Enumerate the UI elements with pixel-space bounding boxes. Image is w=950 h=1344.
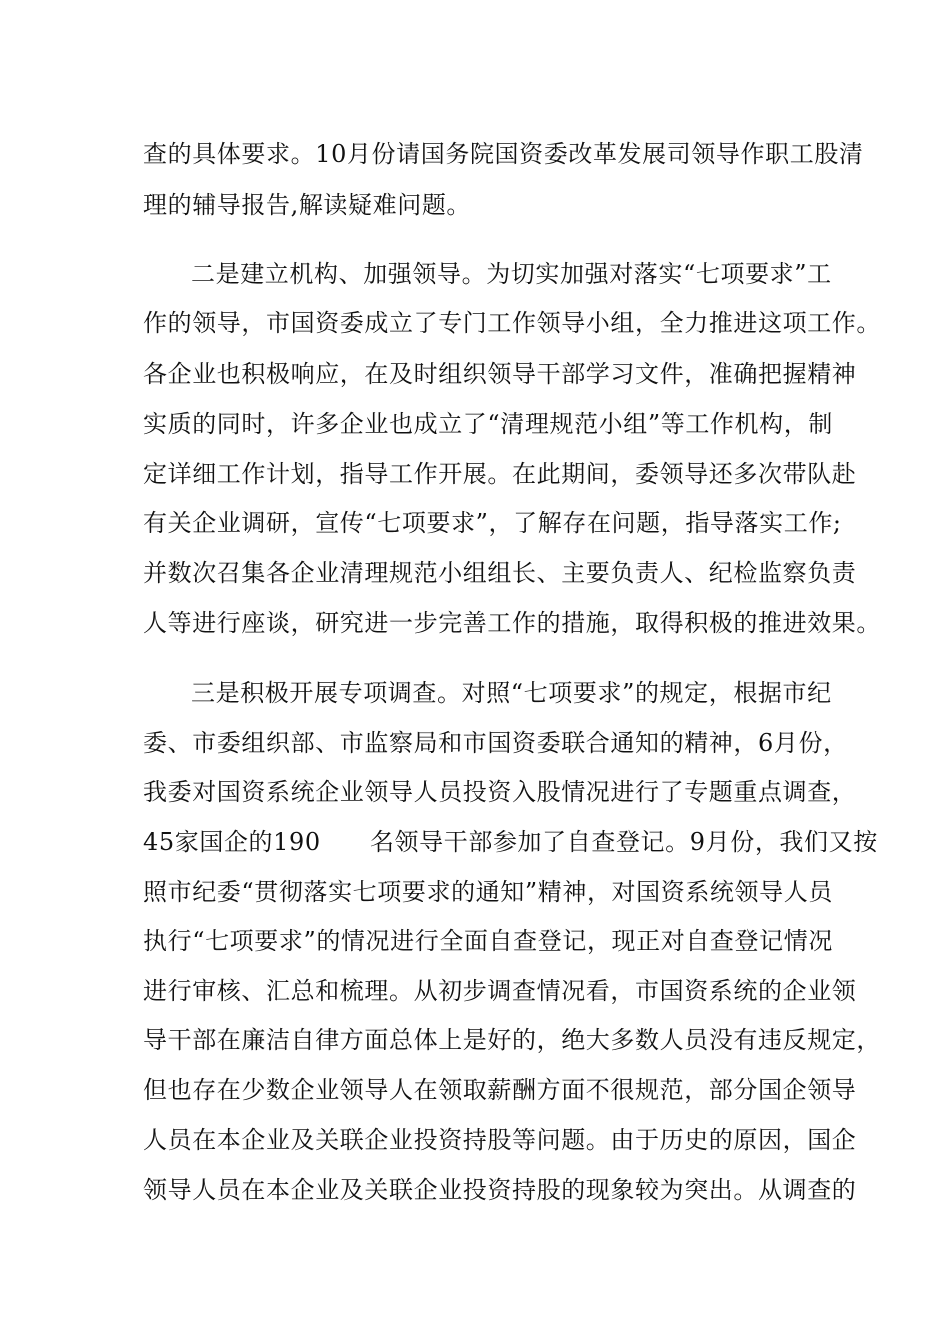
text-line: 45家国企的190 名领导干部参加了自查登记。9月份，我们又按	[143, 828, 878, 856]
paragraph-start-line: 三是积极开展专项调查。对照“七项要求”的规定，根据市纪	[191, 679, 832, 707]
text-line: 导干部在廉洁自律方面总体上是好的，绝大多数人员没有违反规定，	[143, 1026, 881, 1054]
text-line: 查的具体要求。10月份请国务院国资委改革发展司领导作职工股清	[143, 140, 864, 168]
text-line: 人员在本企业及关联企业投资持股等问题。由于历史的原因，国企	[143, 1126, 857, 1154]
text-line: 领导人员在本企业及关联企业投资持股的现象较为突出。从调查的	[143, 1176, 857, 1204]
text-line: 但也存在少数企业领导人在领取薪酬方面不很规范，部分国企领导	[143, 1076, 857, 1104]
text-line: 并数次召集各企业清理规范小组组长、主要负责人、纪检监察负责	[143, 559, 857, 587]
text-line: 作的领导，市国资委成立了专门工作领导小组，全力推进这项工作。	[143, 309, 881, 337]
text-line: 执行“七项要求”的情况进行全面自查登记，现正对自查登记情况	[143, 927, 833, 955]
text-line: 进行审核、汇总和梳理。从初步调查情况看，市国资系统的企业领	[143, 977, 857, 1005]
text-line: 人等进行座谈，研究进一步完善工作的措施，取得积极的推进效果。	[143, 609, 881, 637]
text-line: 我委对国资系统企业领导人员投资入股情况进行了专题重点调查，	[143, 778, 857, 806]
text-line: 实质的同时，许多企业也成立了“清理规范小组”等工作机构，制	[143, 410, 833, 438]
text-line: 照市纪委“贯彻落实七项要求的通知”精神，对国资系统领导人员	[143, 878, 833, 906]
text-line: 定详细工作计划，指导工作开展。在此期间，委领导还多次带队赴	[143, 460, 857, 488]
text-line: 各企业也积极响应，在及时组织领导干部学习文件，准确把握精神	[143, 360, 857, 388]
text-line: 委、市委组织部、市监察局和市国资委联合通知的精神，6月份，	[143, 729, 848, 757]
text-line: 理的辅导报告,解读疑难问题。	[143, 191, 472, 219]
text-line: 有关企业调研，宣传“七项要求”，了解存在问题，指导落实工作;	[143, 509, 842, 537]
paragraph-start-line: 二是建立机构、加强领导。为切实加强对落实“七项要求”工	[191, 260, 832, 288]
